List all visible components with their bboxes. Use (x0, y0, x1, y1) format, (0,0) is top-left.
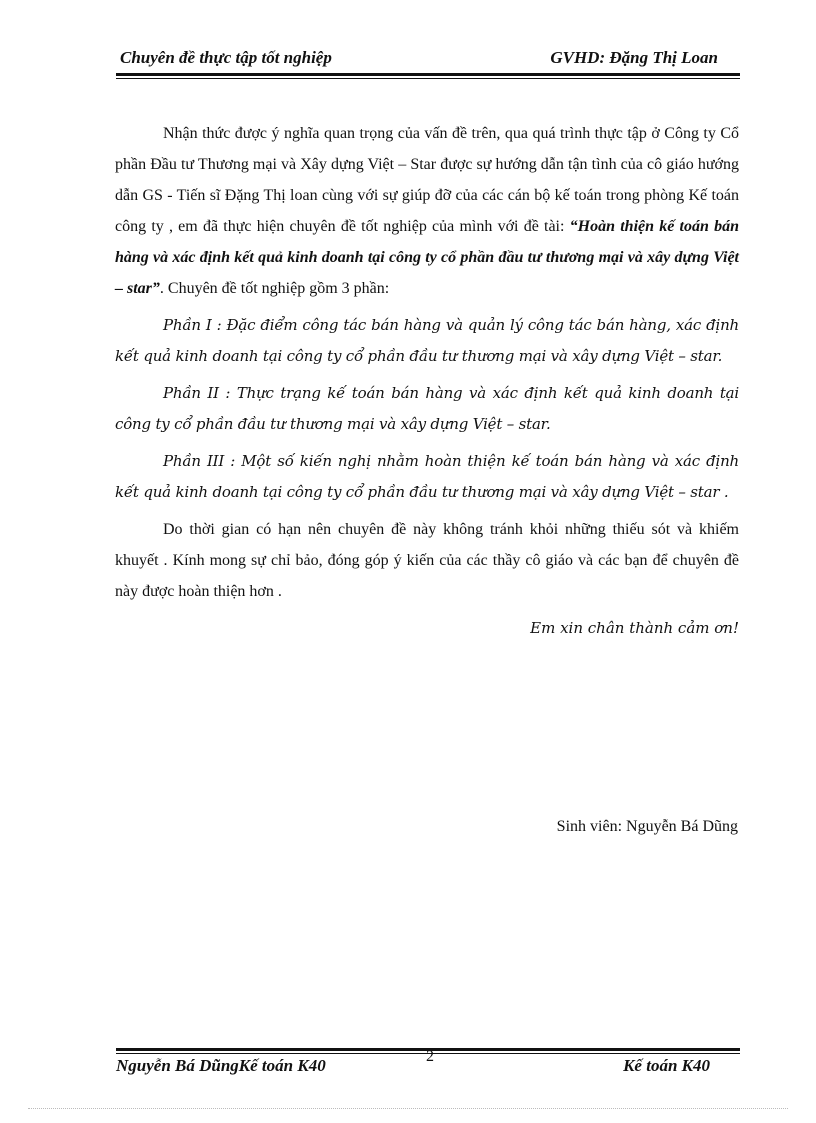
header-title: Chuyên đề thực tập tốt nghiệp (120, 48, 332, 67)
header-advisor: GVHD: Đặng Thị Loan (550, 48, 718, 67)
page-bottom-dotted-line (28, 1108, 788, 1109)
thanks-line: Em xin chân thành cảm ơn! (530, 619, 739, 637)
page-number: 2 (426, 1048, 434, 1065)
page-header (116, 48, 740, 70)
part-3: Phần III : Một số kiến nghị nhằm hoàn thiện kế toán bán hàng và xác định kết quả kinh doanh tại công ty cổ phần đầu tư thương mại và xây dựng Việt – star . (115, 452, 739, 501)
part-1: Phần I : Đặc điểm công tác bán hàng và quản lý công tác bán hàng, xác định kết quả kinh doanh tại công ty cổ phần đầu tư thương mại và xây dựng Việt – star. (115, 316, 739, 365)
intro-text: Nhận thức được ý nghĩa quan trọng của vấn đề trên, qua quá trình thực tập ở Công ty Cổ phần Đầu tư Thương mại và Xây dựng Việt – Star được sự hướng dẫn tận tình của cô giáo hướng dẫn GS - Tiến sĩ Đặng Thị loan cùng với sự giúp đỡ của các cán bộ kế toán trong phòng Kế toán công ty , em đã thực hiện chuyên đề tốt nghiệp của mình với đề tài: (115, 125, 739, 235)
intro-text-end: . Chuyên đề tốt nghiệp gồm 3 phần: (159, 280, 390, 297)
document-body (115, 118, 739, 644)
intro-paragraph (115, 118, 739, 304)
header-rule-thick (116, 73, 740, 76)
page-footer (116, 1048, 740, 1080)
footer-author: Nguyễn Bá DũngKế toán K40 (116, 1056, 326, 1075)
signature: Sinh viên: Nguyễn Bá Dũng (556, 818, 738, 835)
footer-class: Kế toán K40 (623, 1056, 710, 1075)
thesis-title: “Hoàn thiện kế toán bán hàng và xác định kết quả kinh doanh tại công ty cổ phần đầu tư thương mại và xây dựng Việt – star” (115, 218, 740, 297)
header-rule-thin (116, 78, 740, 79)
part-2: Phần II : Thực trạng kế toán bán hàng và xác định kết quả kinh doanh tại công ty cổ phần đầu tư thương mại và xây dựng Việt – star. (115, 384, 739, 433)
closing-paragraph: Do thời gian có hạn nên chuyên đề này không tránh khỏi những thiếu sót và khiếm khuyết . Kính mong sự chỉ bảo, đóng góp ý kiến của các thầy cô giáo và các bạn để chuyên đề này được hoàn thiện hơn . (115, 521, 739, 600)
